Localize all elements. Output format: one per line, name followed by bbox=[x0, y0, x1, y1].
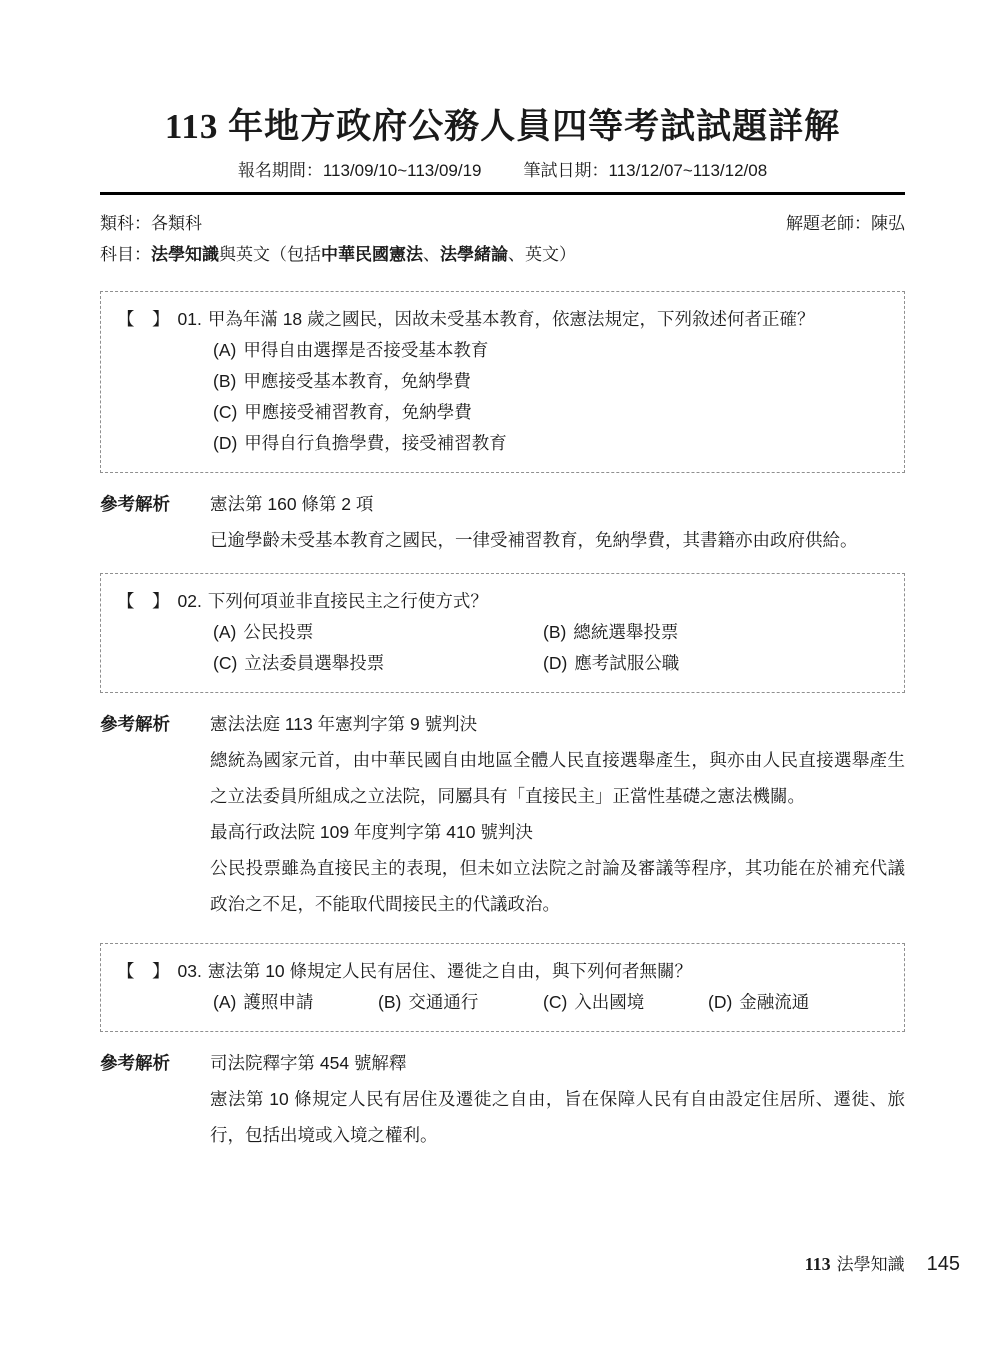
explanation-heading: 憲法第 160 條第 2 項 bbox=[210, 494, 374, 514]
option-c bbox=[213, 648, 543, 679]
explanation-paragraph: 公民投票雖為直接民主的表現，但未如立法院之討論及審議等程序，其功能在於補充代議政治之不足，不能取代間接民主的代議政治。 bbox=[210, 858, 905, 914]
option-text: 甲應接受基本教育，免納學費 bbox=[243, 371, 471, 391]
options-row bbox=[213, 987, 888, 1018]
option-d bbox=[708, 987, 888, 1018]
footer-subject: 法學知識 bbox=[836, 1255, 905, 1274]
footer-exam-year: 113 bbox=[804, 1254, 831, 1274]
option-text: 甲得自由選擇是否接受基本教育 bbox=[243, 340, 489, 360]
exam-meta bbox=[100, 208, 905, 270]
explanation-label: 參考解析 bbox=[100, 494, 170, 514]
option-label: (A) bbox=[213, 340, 237, 360]
explanation-body bbox=[210, 706, 905, 922]
option-c bbox=[213, 397, 888, 428]
explanation-label: 參考解析 bbox=[100, 714, 170, 734]
option-text: 入出國境 bbox=[574, 992, 645, 1012]
meta-row-subject bbox=[100, 239, 905, 270]
answer-bracket: 【 】 bbox=[117, 591, 170, 611]
subject-seg: 與英文（包括 bbox=[219, 245, 321, 264]
option-label: (C) bbox=[543, 992, 568, 1012]
explanation-01 bbox=[100, 486, 905, 558]
header-divider bbox=[100, 192, 905, 195]
question-box-03 bbox=[100, 943, 905, 1032]
exam-schedule-line bbox=[100, 159, 905, 183]
registration-period: 報名期間：113/09/10~113/09/19 bbox=[237, 161, 482, 180]
option-label: (D) bbox=[708, 992, 733, 1012]
option-text: 甲應接受補習教育，免納學費 bbox=[244, 402, 472, 422]
option-text: 公民投票 bbox=[243, 622, 314, 642]
teacher-label: 解題老師：陳弘 bbox=[786, 214, 905, 233]
options-list bbox=[213, 335, 888, 459]
option-label: (B) bbox=[213, 371, 237, 391]
question-number: 02. bbox=[177, 591, 202, 611]
subject-seg: 、英文） bbox=[508, 245, 576, 264]
option-label: (A) bbox=[213, 992, 237, 1012]
option-text: 甲得自行負擔學費，接受補習教育 bbox=[244, 433, 507, 453]
subject-prefix: 科目： bbox=[100, 245, 151, 264]
option-label: (B) bbox=[378, 992, 402, 1012]
answer-bracket: 【 】 bbox=[117, 961, 170, 981]
option-a bbox=[213, 617, 543, 648]
option-c bbox=[543, 987, 708, 1018]
question-stem-row bbox=[117, 586, 888, 617]
option-b bbox=[543, 617, 888, 648]
option-text: 交通通行 bbox=[408, 992, 479, 1012]
page-footer bbox=[805, 1250, 960, 1276]
question-box-02 bbox=[100, 573, 905, 693]
option-d bbox=[543, 648, 888, 679]
question-number: 01. bbox=[177, 309, 202, 329]
footer-page-number: 145 bbox=[926, 1253, 960, 1275]
option-text: 立法委員選舉投票 bbox=[244, 653, 385, 673]
explanation-heading: 司法院釋字第 454 號解釋 bbox=[210, 1053, 407, 1073]
category-label: 類科：各類科 bbox=[100, 214, 202, 233]
subject-seg: 、 bbox=[423, 245, 440, 264]
option-b bbox=[213, 366, 888, 397]
question-stem-row bbox=[117, 956, 888, 987]
explanation-heading: 憲法法庭 113 年憲判字第 9 號判決 bbox=[210, 714, 478, 734]
option-d bbox=[213, 428, 888, 459]
page-title: 113 年地方政府公務人員四等考試試題詳解 bbox=[164, 107, 841, 146]
option-text: 金融流通 bbox=[739, 992, 810, 1012]
explanation-paragraph: 憲法第 10 條規定人民有居住及遷徙之自由，旨在保障人民有自由設定住居所、遷徙、旅行，包括出境或入境之權利。 bbox=[210, 1089, 905, 1145]
option-label: (C) bbox=[213, 653, 238, 673]
options-grid bbox=[213, 617, 888, 679]
option-a bbox=[213, 335, 888, 366]
explanation-paragraph: 已逾學齡未受基本教育之國民，一律受補習教育，免納學費，其書籍亦由政府供給。 bbox=[210, 530, 858, 550]
option-a bbox=[213, 987, 378, 1018]
written-exam-date: 筆試日期：113/12/07~113/12/08 bbox=[523, 161, 768, 180]
option-label: (A) bbox=[213, 622, 237, 642]
explanation-02 bbox=[100, 706, 905, 922]
explanation-label: 參考解析 bbox=[100, 1053, 170, 1073]
option-label: (B) bbox=[543, 622, 567, 642]
explanation-paragraph: 總統為國家元首，由中華民國自由地區全體人民直接選舉產生，與亦由人民直接選舉產生之立法委員所組成之立法院，同屬具有「直接民主」正當性基礎之憲法機關。 bbox=[210, 750, 905, 806]
option-text: 護照申請 bbox=[243, 992, 314, 1012]
question-stem: 甲為年滿 18 歲之國民，因故未受基本教育，依憲法規定，下列敘述何者正確？ bbox=[207, 309, 815, 329]
question-stem: 下列何項並非直接民主之行使方式？ bbox=[207, 591, 488, 611]
question-number: 03. bbox=[177, 961, 202, 981]
option-text: 總統選舉投票 bbox=[573, 622, 679, 642]
explanation-body bbox=[210, 486, 905, 558]
subject-seg-bold: 法學知識 bbox=[151, 245, 219, 264]
question-stem-row bbox=[117, 304, 888, 335]
subject-seg-bold: 法學緒論 bbox=[440, 245, 508, 264]
option-label: (C) bbox=[213, 402, 238, 422]
option-text: 應考試服公職 bbox=[574, 653, 680, 673]
option-b bbox=[378, 987, 543, 1018]
meta-row-category bbox=[100, 208, 905, 239]
explanation-heading: 最高行政法院 109 年度判字第 410 號判決 bbox=[210, 822, 533, 842]
question-box-01 bbox=[100, 291, 905, 473]
explanation-body bbox=[210, 1045, 905, 1153]
explanation-03 bbox=[100, 1045, 905, 1153]
question-stem: 憲法第 10 條規定人民有居住、遷徙之自由，與下列何者無關？ bbox=[207, 961, 693, 981]
option-label: (D) bbox=[213, 433, 238, 453]
option-label: (D) bbox=[543, 653, 568, 673]
subject-seg-bold: 中華民國憲法 bbox=[321, 245, 423, 264]
answer-bracket: 【 】 bbox=[117, 309, 170, 329]
